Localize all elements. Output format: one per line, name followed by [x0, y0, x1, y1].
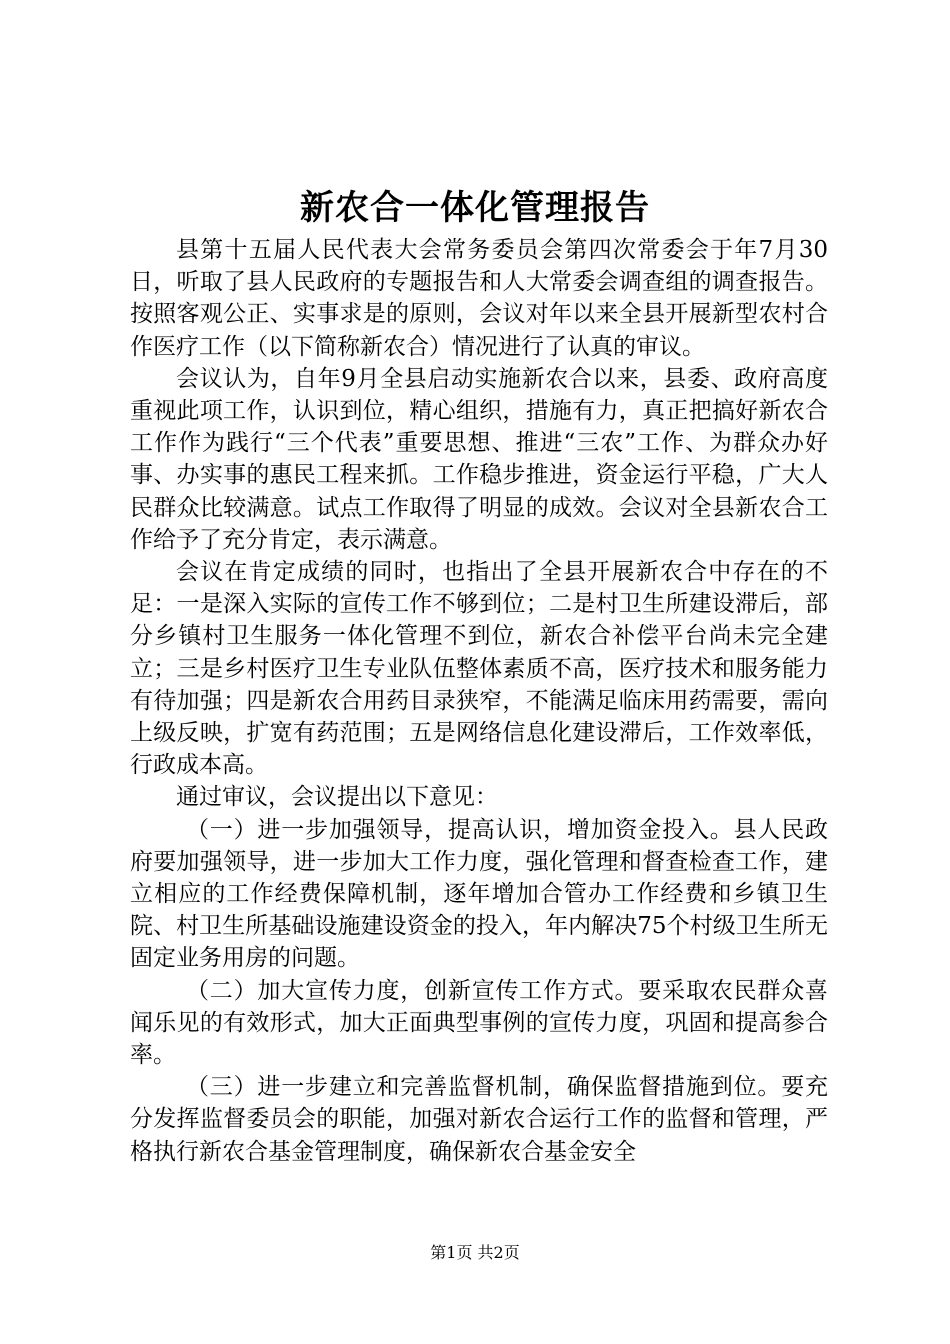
- paragraph-opinion-1: （一）进一步加强领导，提高认识，增加资金投入。县人民政府要加强领导，进一步加大工作力度，强化管理和督查检查工作，建立相应的工作经费保障机制，逐年增加合管办工作经费和乡镇卫生院、村卫生所基础设施建设资金的投入，年内解决75个村级卫生所无固定业务用房的问题。: [130, 816, 828, 972]
- paragraph-intro: 县第十五届人民代表大会常务委员会第四次常委会于年7月30日，听取了县人民政府的专题报告和人大常委会调查组的调查报告。按照客观公正、实事求是的原则，会议对年以来全县开展新型农村合作医疗工作（以下简称新农合）情况进行了认真的审议。: [130, 237, 828, 360]
- paragraph-assessment: 会议认为，自年9月全县启动实施新农合以来，县委、政府高度重视此项工作，认识到位，精心组织，措施有力，真正把搞好新农合工作作为践行“三个代表”重要思想、推进“三农”工作、为群众办好事、办实事的惠民工程来抓。工作稳步推进，资金运行平稳，广大人民群众比较满意。试点工作取得了明显的成效。会议对全县新农合工作给予了充分肯定，表示满意。: [130, 365, 828, 553]
- paragraph-opinions-lead: 通过审议，会议提出以下意见：: [176, 784, 498, 811]
- document-title: 新农合一体化管理报告: [300, 188, 650, 228]
- paragraph-shortcomings: 会议在肯定成绩的同时，也指出了全县开展新农合中存在的不足：一是深入实际的宣传工作不够到位；二是村卫生所建设滞后，部分乡镇村卫生服务一体化管理不到位，新农合补偿平台尚未完全建立；三是乡村医疗卫生专业队伍整体素质不高，医疗技术和服务能力有待加强；四是新农合用药目录狭窄，不能满足临床用药需要，需向上级反映，扩宽有药范围；五是网络信息化建设滞后，工作效率低，行政成本高。: [130, 559, 828, 779]
- paragraph-opinion-2: （二）加大宣传力度，创新宣传工作方式。要采取农民群众喜闻乐见的有效形式，加大正面典型事例的宣传力度，巩固和提高参合率。: [130, 977, 828, 1069]
- paragraph-opinion-3: （三）进一步建立和完善监督机制，确保监督措施到位。要充分发挥监督委员会的职能，加强对新农合运行工作的监督和管理，严格执行新农合基金管理制度，确保新农合基金安全: [130, 1074, 828, 1165]
- document-body: [130, 234, 828, 1168]
- page-number-footer: 第1页 共2页: [430, 1243, 520, 1262]
